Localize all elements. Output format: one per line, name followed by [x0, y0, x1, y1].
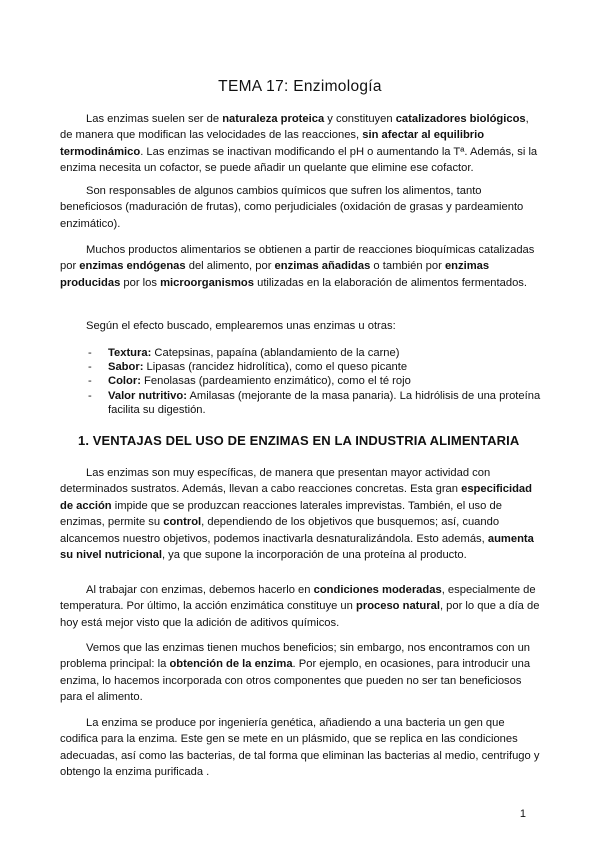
text-run: , dependiendo de los objetivos que busquemos; así, cuando alcancemos nuestro objetivos, podemos inactivarla desnaturalizándola. Esto además,: [60, 516, 500, 545]
paragraph-specificity: [60, 465, 544, 563]
list-item: [60, 346, 544, 360]
text-run: , ya que supone la incorporación de una proteína al producto.: [161, 549, 467, 562]
enzyme-effects-list: [60, 346, 544, 417]
bold-run: naturaleza proteica: [222, 113, 325, 125]
list-item: [60, 389, 544, 417]
list-item-term: Color:: [108, 375, 141, 388]
section-heading: 1. VENTAJAS DEL USO DE ENZIMAS EN LA INDUSTRIA ALIMENTARIA: [78, 433, 520, 448]
list-item: [60, 360, 544, 374]
list-item-term: Valor nutritivo:: [108, 389, 187, 402]
text-run: , especialmente de temperatura. Por último, la acción enzimática constituye un: [60, 584, 536, 613]
list-item: [60, 374, 544, 388]
paragraph-effect-intro: Según el efecto buscado, emplearemos unas enzimas u otras:: [86, 320, 396, 332]
list-item-term: Textura:: [108, 347, 152, 359]
paragraph-genetic-engineering: La enzima se produce por ingeniería genética, añadiendo a una bacteria un gen que codifica para la enzima. Este gen se mete en un plásmido, que se replica en las condiciones adecuadas, así como las bacterias, de tal forma que eliminan las bacterias al medio, centrifugo y obtengo la enzima purificada .: [60, 717, 540, 779]
list-dash: -: [88, 361, 92, 374]
bold-run: especificidad de acción: [60, 483, 532, 512]
bold-run: enzimas producidas: [60, 260, 490, 289]
list-item-text: Catepsinas, papaína (ablandamiento de la carne): [151, 347, 400, 359]
list-item-text: Fenolasas (pardeamiento enzimático), como el té rojo: [140, 375, 411, 388]
bold-run: sin afectar al equilibrio termodinámico: [60, 129, 485, 158]
bold-run: enzimas añadidas: [274, 260, 371, 273]
text-run: utilizadas en la elaboración de alimentos fermentados.: [253, 276, 527, 289]
list-item-text: Lipasas (rancidez hidrolítica), como el queso picante: [143, 361, 408, 374]
text-run: y constituyen: [324, 113, 396, 125]
bold-run: aumenta su nivel nutricional: [60, 532, 534, 562]
paragraph-intro: [60, 111, 544, 177]
text-run: por los: [120, 276, 161, 289]
text-run: Las enzimas son muy específicas, de manera que presentan mayor actividad con determinados sustratos. Además, llevan a cabo reacciones concretas. Esta gran: [60, 467, 491, 496]
bold-run: control: [163, 516, 202, 529]
bold-run: enzimas endógenas: [79, 260, 186, 273]
text-run: Muchos productos alimentarios se obtienen a partir de reacciones bioquímicas catalizadas por: [60, 244, 535, 273]
text-run: Vemos que las enzimas tienen muchos beneficios; sin embargo, nos encontramos con un problema principal: la: [60, 642, 531, 671]
page-title: TEMA 17: Enzimología: [218, 78, 382, 95]
paragraph-moderate-conditions: [60, 582, 544, 631]
text-run: . Por ejemplo, en ocasiones, para introducir una enzima, lo hacemos incorporada con otros componentes que pueden no ser tan beneficiosos para el alimento.: [60, 658, 531, 704]
text-run: impide que se produzcan reacciones laterales imprevistas. También, el uso de enzimas, permite su: [60, 499, 502, 529]
text-run: Al trabajar con enzimas, debemos hacerlo en: [86, 584, 314, 596]
text-run: , por lo que a día de hoy está mejor visto que la adición de aditivos químicos.: [60, 600, 540, 629]
list-item-term: Sabor:: [108, 361, 144, 374]
text-run: , de manera que modifican las velocidades de las reacciones,: [60, 113, 529, 142]
text-run: Las enzimas suelen ser de: [86, 113, 223, 125]
list-dash: -: [88, 375, 92, 388]
bold-run: obtención de la enzima: [169, 658, 293, 671]
text-run: . Las enzimas se inactivan modificando el pH o aumentando la Tª. Además, si la enzima necesita un cofactor, se puede añadir un quelante que elimine ese cofactor.: [60, 145, 538, 175]
paragraph-obtaining-enzyme: [60, 640, 544, 706]
paragraph-responsibilities: Son responsables de algunos cambios químicos que sufren los alimentos, tanto beneficiosos (maduración de frutas), como perjudiciales (oxidación de grasas y pardeamiento enzimático).: [60, 185, 524, 230]
list-dash: -: [88, 347, 92, 359]
list-item-text: Amilasas (mejorante de la masa panaria). La hidrólisis de una proteína facilita su digestión.: [108, 389, 541, 416]
page-number: 1: [519, 808, 526, 820]
text-run: o también por: [370, 260, 445, 273]
text-run: del alimento, por: [185, 260, 275, 273]
bold-run: condiciones moderadas: [313, 584, 442, 596]
bold-run: microorganismos: [160, 276, 254, 289]
bold-run: proceso natural: [356, 600, 440, 613]
bold-run: catalizadores biológicos: [395, 113, 526, 125]
list-dash: -: [88, 389, 92, 402]
paragraph-food-products: [60, 242, 544, 291]
